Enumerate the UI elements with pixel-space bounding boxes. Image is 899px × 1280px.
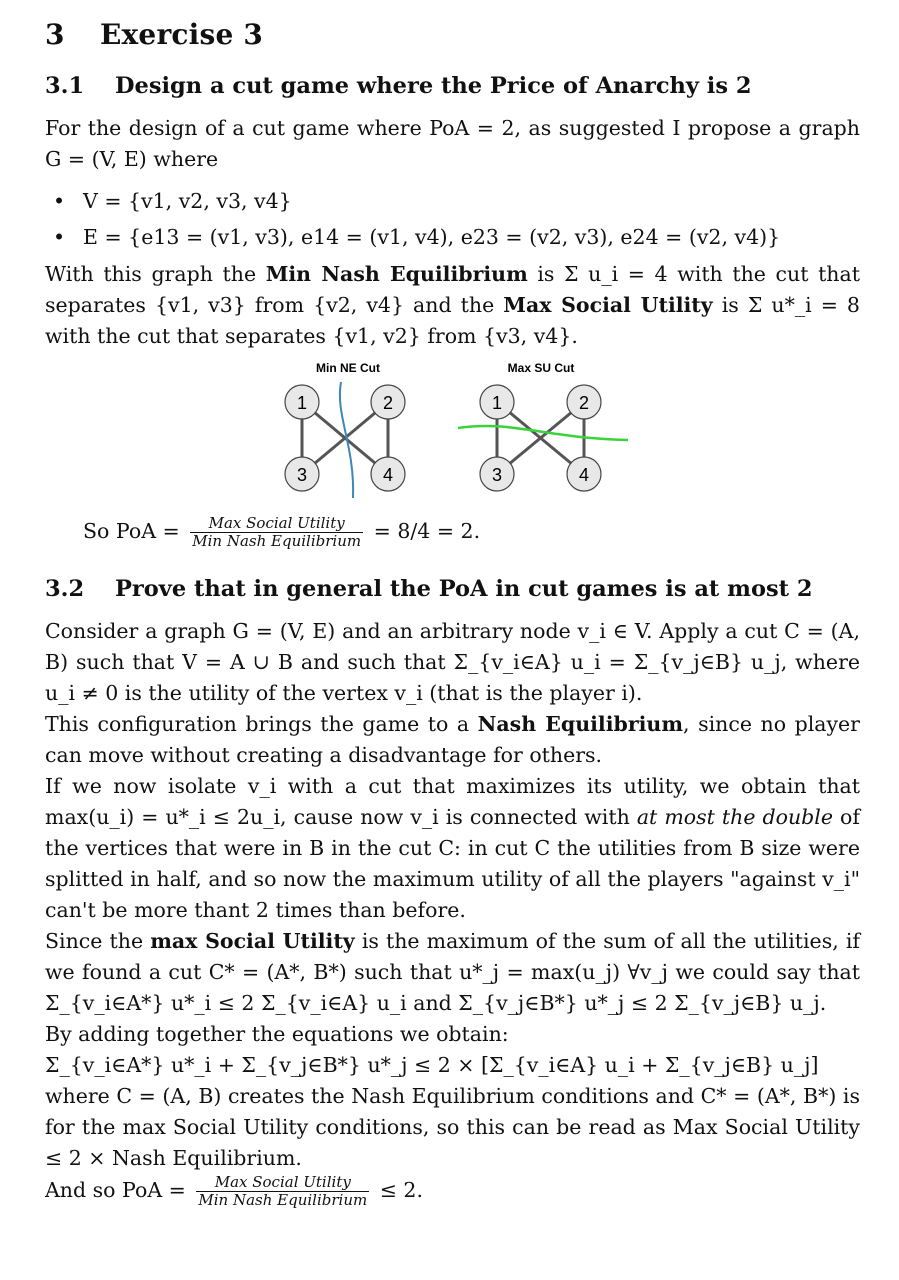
cut-graphs-figure	[273, 360, 673, 505]
section-number: 3	[45, 18, 65, 51]
node-1: 1	[296, 393, 308, 413]
document-page	[45, 18, 860, 1209]
graph-definition-list	[45, 183, 860, 255]
proof-paragraph-3: If we now isolate v_i with a cut that maximizes its utility, we obtain that max(u_i) = u*_i ≤ 2u_i, cause now v_i is connected with at most the double of the vertices that were in B in the cut C: in cut C the utilities from B size were splitted in half, and so now the maximum utility of all the players "against v_i" can't be more thant 2 times than before.	[45, 774, 860, 922]
proof-paragraph-4: Since the max Social Utility is the maximum of the sum of all the utilities, if we found a cut C* = (A*, B*) such that u*_j = max(u_j) ∀v_j we could say that Σ_{v_i∈A*} u*_i ≤ 2 Σ_{v_i∈A} u_i and Σ_{v_j∈B*} u*_j ≤ 2 Σ_{v_j∈B} u_j.	[45, 929, 860, 1015]
max-su-term: Max Social Utility	[503, 293, 713, 317]
subsection-title: Prove that in general the PoA in cut games is at most 2	[115, 576, 813, 602]
node-4: 4	[578, 465, 590, 485]
min-ne-term: Min Nash Equilibrium	[265, 262, 528, 286]
subsection-title: Design a cut game where the Price of Anarchy is 2	[115, 73, 752, 99]
max-su-graph	[458, 385, 628, 491]
section-title: Exercise 3	[100, 18, 264, 51]
node-2: 2	[578, 393, 590, 413]
node-2: 2	[382, 393, 394, 413]
final-fraction: $\frac{\text{Max Social Utility}}{\text{Min Nash Equilibrium}}$	[198, 1173, 368, 1209]
max-su-cut-label: Max SU Cut	[507, 361, 575, 375]
edge-set-item: • E = {e13 = (v1, v3), e14 = (v1, v4), e23 = (v2, v3), e24 = (v2, v4)}	[83, 219, 860, 255]
node-1: 1	[491, 393, 503, 413]
node-3: 3	[491, 465, 503, 485]
proof-paragraph-2: This configuration brings the game to a Nash Equilibrium, since no player can move without creating a disadvantage for others.	[45, 712, 860, 767]
proof-paragraph-1: Consider a graph G = (V, E) and an arbitrary node v_i ∈ V. Apply a cut C = (A, B) such that V = A ∪ B and such that Σ_{v_i∈A} u_i = Σ_{v_j∈B} u_j, where u_i ≠ 0 is the utility of the vertex v_i (that is the player i).	[45, 619, 860, 705]
poa-fraction: $\frac{\text{Max Social Utility}}{\text{Min Nash Equilibrium}}$	[192, 514, 362, 550]
equilibrium-paragraph: With this graph the Min Nash Equilibrium is Σ u_i = 4 with the cut that separates {v1, v3} from {v2, v4} and the Max Social Utility is Σ u*_i = 8 with the cut that separates {v1, v2} from {v3, v4}.	[45, 262, 860, 348]
proof-equation: Σ_{v_i∈A*} u*_i + Σ_{v_j∈B*} u*_j ≤ 2 × [Σ_{v_i∈A} u_i + Σ_{v_j∈B} u_j]	[45, 1053, 819, 1077]
su-cut-line	[458, 426, 628, 440]
min-ne-cut-label: Min NE Cut	[316, 361, 380, 375]
subsection-heading-3-2	[45, 576, 860, 602]
vertex-set-item: • V = {v1, v2, v3, v4}	[83, 183, 860, 219]
proof-paragraph-7: where C = (A, B) creates the Nash Equilibrium conditions and C* = (A*, B*) is for the max Social Utility conditions, so this can be read as Max Social Utility ≤ 2 × Nash Equilibrium.	[45, 1084, 860, 1170]
min-ne-graph	[285, 382, 405, 498]
node-4: 4	[382, 465, 394, 485]
final-conclusion: And so PoA = $\frac{\text{Max Social Utility}}{\text{Min Nash Equilibrium}}$ ≤ 2.	[45, 1173, 423, 1209]
intro-paragraph: For the design of a cut game where PoA = 2, as suggested I propose a graph G = (V, E) where	[45, 116, 860, 171]
section-heading	[45, 18, 860, 51]
proof-paragraph-5: By adding together the equations we obtain:	[45, 1022, 509, 1046]
node-3: 3	[296, 465, 308, 485]
subsection-number: 3.1	[45, 73, 85, 99]
subsection-heading-3-1	[45, 73, 860, 99]
poa-conclusion: So PoA = $\frac{\text{Max Social Utility}}{\text{Min Nash Equilibrium}}$ = 8/4 = 2.	[83, 514, 481, 550]
subsection-number: 3.2	[45, 576, 85, 602]
